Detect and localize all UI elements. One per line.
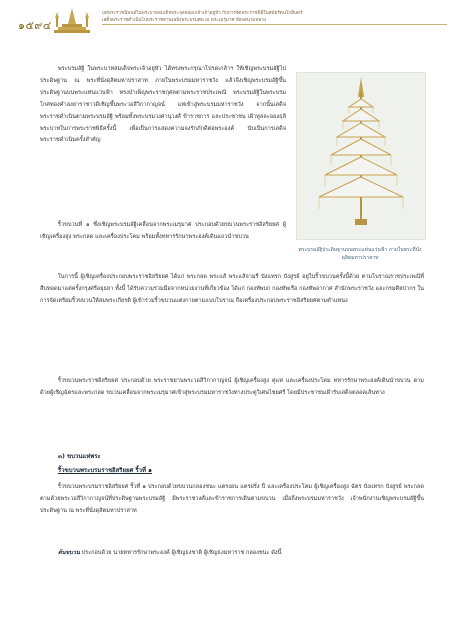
header-rule [102, 24, 447, 25]
vanguard-text: ประกอบด้วย นายทหารรักษาพระองค์ ผู้เชิญธงชาติ ผู้เชิญธงมหาราช กลองชนะ ดังนี้ [79, 550, 282, 556]
photo-tiered-umbrella [296, 72, 426, 240]
paragraph-procession-1: ริ้วขบวนที่ ๑ ซึ่งเชิญพระบรมอัฐิเคลื่อนจากพระเมรุมาศ ประกอบด้วยขบวนพระราชอิสริยยศ ผู้เชิญเครื่องสูง พระกลด และเครื่องประโคม พร้อมทั้งทหารรักษาพระองค์เดินแถวนำขบวน [40, 222, 286, 240]
tiered-royal-umbrella-image [297, 73, 425, 239]
section-heading: ๓) ขบวนแห่พระ [58, 453, 101, 460]
vanguard-label: ต้นขบวน [58, 550, 80, 556]
paragraph-vanguard [40, 548, 424, 572]
running-header [102, 10, 442, 24]
paragraph-intro: พระบรมอัฐิ ในพระบาทสมเด็จพระเจ้าอยู่หัว ได้ทรงพระกรุณาโปรดเกล้าฯ ให้เชิญพระบรมอัฐิไปประดิษฐาน ณ พระที่นั่งดุสิตมหาปราสาท ภายในพระบรมมหาราชวัง แล้วจึงเชิญพระบรมอัฐิขึ้นประดิษฐานบนพระแท่นแว่นฟ้า ทรงบำเพ็ญพระราชกุศลตามพระราชประเพณี พระบรมอัฐิในพระบรมโกศทองคำลงยาราชาวดีเชิญขึ้นพระวอสีวิกากาญจน์ แห่เข้าสู่พระบรมมหาราชวัง จากนั้นเสด็จพระราชดำเนินตามพระบรมอัฐิ พร้อมทั้งพระบรมวงศานุวงศ์ ข้าราชการ และประชาชน เฝ้าทูลละอองธุลีพระบาทในการพระราชพิธีครั้งนี้ เพื่อเป็นการแสดงความจงรักภักดีต่อพระองค์ นับเป็นการเสด็จพระราชดำเนินครั้งสำคัญ [40, 66, 286, 144]
photo-caption: พระบรมอัฐิประดิษฐานบนพระแท่นแว่นฟ้า ภายในพระที่นั่งดุสิตมหาปราสาท [298, 247, 422, 261]
royal-crown-emblem-icon [46, 6, 98, 36]
page-number: ๑๕๙๔ [18, 19, 52, 32]
running-header-line-1: บทพระราชนิพนธ์ในพระบาทสมเด็จพระจุลจอมเกล้าเจ้าอยู่หัว กับการจัดพระราชพิธีในสมัยรัตนโกสินทร์ [102, 11, 303, 16]
paragraph-first-procession: ริ้วขบวนพระบรมราชอิสริยยศ ริ้วที่ ๑ ประกอบด้วยขบวนกลองชนะ แตรงอน แตรฝรั่ง ปี่ และเครื่องประโคม ผู้เชิญเครื่องสูง ฉัตร บังแทรก บังสูรย์ พระกลด ตามด้วยพระวอสีวิกากาญจน์ที่ประดิษฐานพระบรมอัฐิ มีพระราชวงศ์และข้าราชการเดินตามขบวน เมื่อถึงพระบรมมหาราชวัง เจ้าพนักงานเชิญพระบรมอัฐิขึ้นประดิษฐาน ณ พระที่นั่งดุสิตมหาปราสาท [40, 484, 424, 514]
sub-heading: ริ้วขบวนพระบรมราชอิสริยยศ ริ้วที่ ๑ [58, 467, 152, 474]
page-header [12, 6, 452, 36]
paragraph-regalia: ในการนี้ ผู้เชิญเครื่องประกอบพระราชอิสริยยศ ได้แก่ พระกลด พระแส้ พระแส้จามรี บังแทรก บังสูรย์ อยู่ในริ้วขบวนครั้งนี้ด้วย ตามโบราณราชประเพณีที่สืบทอดมาแต่ครั้งกรุงศรีอยุธยา ทั้งนี้ ได้รับความร่วมมือจากหน่วยงานที่เกี่ยวข้อง ได้แก่ กองทัพบก กองทัพเรือ กองทัพอากาศ สำนักพระราชวัง และกรมศิลปากร ในการจัดเตรียมริ้วขบวนให้สมพระเกียรติ ผู้เข้าร่วมริ้วขบวนแต่งกายตามแบบโบราณ ถือเครื่องประกอบพระราชอิสริยยศตามตำแหน่ง [40, 274, 424, 304]
paragraph-procession-2: ริ้วขบวนพระราชอิสริยยศ ประกอบด้วย พระราชยานพระวอสีวิกากาญจน์ ผู้เชิญเครื่องสูง คู่แห่ และเครื่องประโคม ทหารรักษาพระองค์เดินนำขบวน ตามด้วยผู้เชิญฉัตรและพระกลด ขบวนเคลื่อนจากพระเมรุมาศเข้าสู่พระบรมมหาราชวังทางประตูวิเศษไชยศรี โดยมีประชาชนเฝ้ารับเสด็จตลอดเส้นทาง [40, 378, 424, 396]
running-header-line-2: เสด็จพระราชดำเนินไปพระราชทานเพลิงพระบรมศพ ณ พระเมรุมาศ ท้องสนามหลวง [102, 18, 267, 23]
